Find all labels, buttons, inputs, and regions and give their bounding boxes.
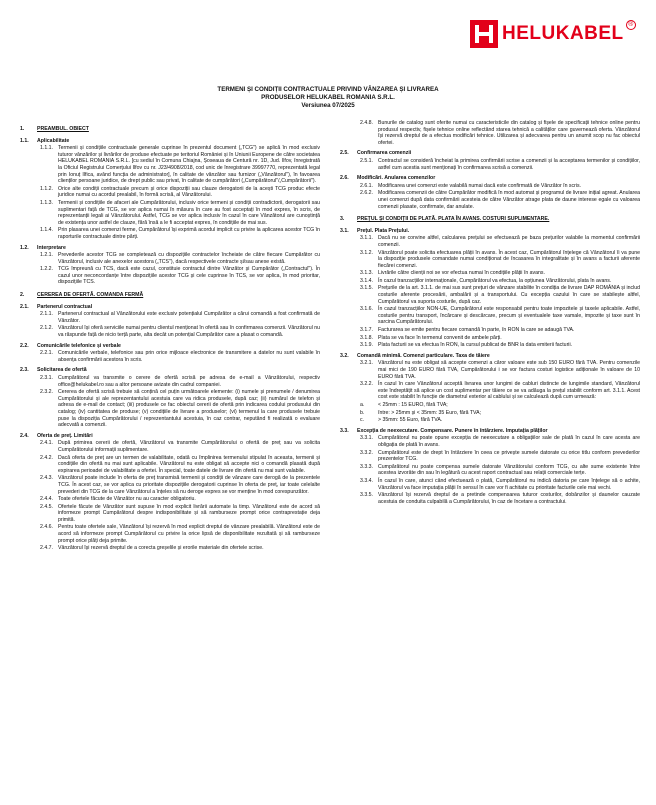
clause-text: În cazul tranzacțiilor NON-UE, Cumpărătorul este responsabil pentru toate impozitele și taxele aplicabile. Astfel, costurile pentru transport, încărcare și descărcare, precum și eventualele taxe vamale, impozite și taxe sunt în sarcina Cumpărătorului.: [378, 306, 640, 326]
clause: [340, 464, 640, 477]
clause: [20, 475, 320, 495]
subsection-heading: [340, 175, 640, 182]
clause-text: > 35mm: 55 Euro, fără TVA.: [378, 417, 443, 424]
clause: [20, 350, 320, 363]
clause-number: 2.4.4.: [40, 496, 53, 503]
clause-text: În cazul tranzacțiilor internaționale, Cumpărătorul va efectua, la opțiunea Vânzătorului, plata în avans.: [378, 277, 612, 284]
clause-number: 2.4.8.: [360, 120, 373, 126]
clause-number: 1.1.4.: [40, 227, 53, 234]
subsection-heading: [20, 138, 320, 145]
clause-number: 2.5.: [340, 150, 349, 157]
clause-number: 3.1.: [340, 227, 349, 234]
clause-number: 1.1.3.: [40, 199, 53, 206]
clause-text: Confirmarea comenzii: [357, 150, 412, 157]
clause-number: 3.1.5.: [360, 285, 373, 292]
title-line: TERMENI ȘI CONDIȚII CONTRACTUALE PRIVIND VÂNZAREA ȘI LIVRAREA: [217, 86, 439, 93]
clause: [340, 278, 640, 285]
clause-text: Bunurile de catalog sunt oferite numai cu caracteristicile din catalog și fișele de specificații tehnice online pentru produsul respectiv, fișele tehnice online reflectând starea tehnică a calităților care guvernează oferta. Vânzătorul își rezervă dreptul de a efectua modificări tehnice. Utilizarea și adecvarea pentru un anumit scop nu fac obiectul ofertei.: [378, 120, 640, 146]
clause-number: 3.1.7.: [360, 327, 373, 334]
clause-text: < 25mm : 15 EURO, fără TVA;: [378, 401, 448, 408]
clause-text: Plata facturii se va efectua în RON, la cursul publicat de BNR la data emiterii facturii.: [378, 342, 573, 349]
clause: [20, 524, 320, 544]
subsection-heading: [340, 150, 640, 157]
clause-text: Cererea de ofertă scrisă trebuie să conțină cel puțin următoarele elemente: (i) numele și prenumele / denumirea Cumpărătorului și ale reprezentantului acestuia care va ridica produsele, după caz; (ii) numărul de telefon și adresa de e-mail de contact; (iii) produsele ce fac obiectul cererii de ofertă prin indicarea codului produsului din catalog; (iv) cantitatea de produse; (v) condițiile de livrare a produselor; (vi) termenul la care produsele trebuie puse la dispoziția Cumpărătorului / reprezentantului acestuia, în caz contrar, neputând fi realizată o evaluare adecvată a comenzii.: [58, 389, 320, 429]
clause-text: Vânzătorul poate solicita efectuarea plății în avans. În acest caz, Cumpărătorul înțelege că Vânzătorul îi va pune la dispoziție produsele comandate numai condiționat de încasarea în integralitate și în avans a facturii aferente fiecărei comenzi.: [378, 249, 640, 269]
clause-text: PREȚUL ȘI CONDIȚII DE PLATĂ. PLATA ÎN AVANS. COSTURI SUPLIMENTARE.: [357, 216, 550, 223]
clause: [20, 389, 320, 429]
clause-number: 3.1.2.: [360, 249, 373, 256]
clause: [340, 306, 640, 326]
clause: [340, 492, 640, 505]
clause-text: Vânzătorul poate include în oferta de preț transmisă termenii și condiții de vânzare care derogă de la prezentele TCG. În acest caz, se vor aplica cu prioritate dispozițiile derogatorii cuprinse în oferta de preț, iar toate celelalte prevederi din TCG de la care Vânzătorul a înțeles să nu deroge expres se vor menține în mod corespunzător.: [58, 475, 320, 495]
right-column: [340, 120, 640, 506]
clause: [20, 496, 320, 503]
clause-text: Prin plasarea unei comenzi ferme, Cumpărătorul își exprimă acordul implicit cu privire la aplicarea acestor TCG în raporturile contractuale dintre părți.: [58, 227, 320, 240]
clause-number: 3.1.9.: [360, 342, 373, 349]
clause-number: 2.4.1.: [40, 440, 53, 447]
subsection-heading: [20, 433, 320, 440]
clause: [20, 325, 320, 338]
clause-text: Livrările către clienții noi se vor efectua numai în condițiile plății în avans.: [378, 270, 545, 277]
clause-text: În cazul în care, atunci când efectuează o plată, Cumpărătorul nu indică datoria pe care înțelege să o achite, Vânzătorul va face imputația plății în sensul în care vor fi achitate cu prioritate facturile cele mai vechi.: [378, 477, 640, 491]
clause-number: 1.1.: [20, 137, 29, 144]
clause-text: Ofertele făcute de Vânzător sunt supuse în mod explicit livrării automate la timp. Vânzătorul este de acord să informeze prompt Cumpărătorul despre indisponibilitate și să ramburseze prompt orice contraprestație deja primită.: [58, 503, 320, 523]
clause: [20, 455, 320, 475]
clause-text: Dacă nu se convine altfel, calcularea prețului se efectuează pe baza prețurilor valabile la momentul confirmării comenzii.: [378, 235, 640, 248]
clause-number: 3.1.4.: [360, 277, 373, 284]
clause-number: 3.2.1.: [360, 360, 373, 367]
clause-number: 2.1.1.: [40, 311, 53, 318]
clause-text: Modificarea comenzii de către Cumpărător modifică în mod automat și programul de livrare inițial agreat. Anularea unei comenzi după data confirmării acesteia de către Vânzător atrage plata de daune interese egale cu valoarea comenzii plasate, confirmate, dar anulate.: [378, 190, 640, 210]
clause: [340, 270, 640, 277]
clause: [340, 410, 640, 417]
clause-number: 2.4.5.: [40, 503, 53, 510]
clause: [20, 266, 320, 286]
clause: [340, 417, 640, 424]
clause-number: 2.1.: [20, 303, 29, 310]
subsection-heading: [20, 343, 320, 350]
clause-text: Cumpărătorul nu poate opune excepția de neexecutare a obligațiilor sale de plată în cazul în care acesta are obligația de plată în avans.: [378, 435, 640, 448]
clause-text: Modificări. Anularea comenzilor: [357, 175, 436, 182]
clause: [20, 145, 320, 185]
clause-text: PREAMBUL. OBIECT: [37, 126, 89, 132]
clause-number: 2.4.2.: [40, 454, 53, 461]
clause-number: 3.3.: [340, 427, 349, 434]
clause-text: Termenii și condițiile de afaceri ale Cumpărătorului, inclusiv orice termeni și condiții contradictorii, derogatorii sau suplimentari față de TCG, se vor aplica numai în măsura în care au fost acceptați în mod expres, în scris, de reprezentanții legali ai Vânzătorului. Astfel, TCG se vor aplica inclusiv în cazul în care Vânzătorul are cunoștință de existența unor astfel de clauze, fără însă a le fi acceptat expres, în condițiile de mai sus.: [58, 199, 320, 226]
subsection-heading: [340, 228, 640, 235]
clause: [20, 311, 320, 324]
clause: [340, 478, 640, 491]
clause-text: Termenii și condițiile contractuale generale cuprinse în prezentul document („TCG") se aplică în mod exclusiv tuturor vânzărilor și livrărilor de produse efectuate pe teritoriul României și în Uniunii Europene de către societatea HELUKABEL ROMANIA S.R.L. [cu sediul în Comuna Chiajna, Șoseaua de Centură nr. 1D, Jud. Ilfov, înregistrată la Oficiul Registrului Comerțului Ilfov cu nr. J23/4908/2018, cod unic de înregistrare 39997770, reprezentată legal prin Ionuț Ilfica, având funcția de administrator], în calitate de vânzător sau furnizor („Vânzătorul"), în favoarea clienților persoane juridice, de drept public sau privat, în calitate de cumpărători („Cumpărătorul"/„Cumpărătorii").: [58, 145, 320, 185]
title-version: Versiunea 07/2025: [301, 102, 355, 110]
clause: [340, 450, 640, 463]
clause-number: 1.2.1.: [40, 252, 53, 259]
clause-text: Cumpărătorul este de drept în întârziere în ceea ce privește sumele datorate cu orice titlu conform prevederilor prezentelor TCG.: [378, 449, 640, 463]
clause-text: Cumpărătorul nu poate compensa sumele datorate Vânzătorului conform TCG, cu alte sume existente între acestea izvorâte din sau în legătură cu acest raport contractual sau relații comerciale terțe.: [378, 463, 640, 477]
clause-number: 3.1.3.: [360, 270, 373, 277]
clause: [340, 402, 640, 409]
clause: [340, 250, 640, 270]
clause-text: Prețul. Plata Prețului.: [357, 227, 410, 234]
clause-text: Dacă oferta de preț are un termen de valabilitate, odată cu împlinirea termenului stipulat în aceasta, termenii și condițiile din ofertă nu mai sunt aplicabile. Vânzătorul nu este obligat să accepte nici o comandă plasată după expirarea perioadei de valabilitate a ofertei. În special, toate datele de livrare din ofertă nu mai sunt valabile.: [58, 454, 320, 474]
clause-text: Comandă minimă. Comenzi particulare. Taxa de tăiere: [357, 352, 490, 359]
subsection-heading: [20, 304, 320, 311]
clause-text: între: > 25mm și < 35mm: 35 Euro, fără TVA;: [378, 409, 482, 416]
left-column: [20, 120, 320, 553]
clause-number: 3.: [340, 216, 345, 223]
clause-text: Plata se va face în termenul convenit de ambele părți.: [378, 334, 502, 341]
clause: [340, 183, 640, 190]
section-heading: [340, 216, 640, 223]
clause-text: Partenerul contractual al Vânzătorului este exclusiv potențialul Cumpărător a cărui comandă a fost confirmată de Vânzător.: [58, 311, 320, 324]
clause-text: Solicitarea de ofertă: [37, 367, 87, 374]
clause-number: 3.2.: [340, 352, 349, 359]
clause-number: 2.4.6.: [40, 524, 53, 531]
clause-number: 3.1.6.: [360, 306, 373, 313]
clause-text: Comunicările verbale, telefonice sau prin orice mijloace electronice de transmitere a datelor nu sunt valabile în absența confirmării acestora în scris.: [58, 350, 320, 363]
clause-text: Contractul se consideră încheiat la primirea confirmării scrise a comenzii și la acceptarea termenilor și condițiilor, astfel cum acestia sunt menționați în confirmarea scrisă a comenzii.: [378, 157, 640, 171]
clause-number: 2.1.2.: [40, 325, 53, 332]
title-line: PRODUSELOR HELUKABEL ROMANIA S.R.L.: [261, 94, 395, 102]
clause-number: 2.3.2.: [40, 389, 53, 396]
clause: [340, 120, 640, 146]
clause-number: 2.3.: [20, 367, 29, 374]
document-title: [0, 86, 656, 111]
clause-text: În cazul în care Vânzătorul acceptă livrarea unor lungimi de cabluri distincte de lungimile standard, Vânzătorul este îndreptățit să aplice un cost suplimentar per tăiere ce se va adăuga la prețul stabilit conform art. 3.1.1. Acest cost este stabilit în funcție de diametrul exterior al cablului și se calculează după cum urmează:: [378, 381, 640, 401]
clause-text: Vânzătorul își rezervă dreptul de a corecta greșelile și erorile materiale din ofertele scrise.: [58, 545, 264, 552]
clause: [340, 360, 640, 380]
clause-text: Prețurile de la art. 3.1.1. de mai sus sunt prețuri de vânzare stabilite în condiția de livrare DAP ROMÂNIA și includ costurile aferente procesării, ambalării și a transportului. Cu excepția cazului în care se stabilește altfel, Cumpărătorul va suporta costurile, după caz.: [378, 285, 640, 305]
clause-number: 3.1.8.: [360, 334, 373, 341]
clause: [340, 235, 640, 248]
clause: [340, 158, 640, 171]
clause: [340, 327, 640, 334]
clause-text: Vânzătorul își oferă serviciile numai pentru clientul menționat în ofertă sau în confirmarea comenzii. Vânzătorul nu va răspunde față de nicio terță parte, alta decât un potențial Cumpărător care a plasat o comandă.: [58, 325, 320, 339]
helukabel-logo-icon: [470, 20, 498, 48]
clause-text: Facturarea se emite pentru fiecare comandă în parte, în RON la care se adaugă TVA.: [378, 327, 575, 334]
clause-text: Cumpărătorul va transmite o cerere de ofertă scrisă pe adresa de e-mail a Vânzătorului, respectiv office@helukabel.ro sau a altor persoane avizate din cadrul companiei.: [58, 375, 320, 388]
clause-number: 3.3.1.: [360, 435, 373, 442]
clause-number: 1.1.1.: [40, 145, 53, 152]
subsection-heading: [20, 367, 320, 374]
clause-text: Interpretare: [37, 244, 66, 251]
clause-text: Orice alte condiții contractuale precum și orice dispoziții sau clauze derogatorii de la acești TCG produc efecte juridice numai cu acordul prealabil, în formă scrisă, al Vânzătorului.: [58, 185, 320, 199]
clause-number: 2.4.7.: [40, 545, 53, 552]
clause: [340, 335, 640, 342]
clause: [340, 342, 640, 349]
clause-text: CEREREA DE OFERTĂ. COMANDA FERMĂ: [37, 292, 144, 299]
clause-text: Excepția de neexecutare. Compensare. Punere în întârziere. Imputația plăților: [357, 427, 548, 434]
clause-number: 2.4.: [20, 432, 29, 439]
clause-text: Vânzătorul își rezervă dreptul de a pretinde compensarea tuturor costurilor, dobânzilor și daunelor cauzate acestuia de conduita culpabilă a Cumpărătorului, în caz de încetare a contractului.: [378, 492, 640, 505]
clause-number: a.: [360, 401, 365, 408]
clause: [20, 504, 320, 524]
clause: [20, 375, 320, 388]
clause-number: 1.2.2.: [40, 266, 53, 273]
clause: [340, 285, 640, 305]
clause-number: 2.6.1.: [360, 182, 373, 189]
subsection-heading: [340, 428, 640, 435]
clause-number: 2.6.: [340, 175, 349, 182]
clause-number: 3.1.1.: [360, 235, 373, 242]
clause-number: 2.6.2.: [360, 190, 373, 197]
clause-number: 2.2.: [20, 342, 29, 349]
clause-number: 2.: [20, 292, 25, 299]
registered-mark: ®: [626, 20, 636, 30]
clause-number: 3.3.2.: [360, 449, 373, 456]
clause-number: 2.3.1.: [40, 375, 53, 381]
clause-text: Pentru toate ofertele sale, Vânzătorul își rezervă în mod explicit dreptul de vânzare prealabilă. Vânzătorul este de acord să informeze prompt Cumpărătorul cu privire la orice lipsă de disponibilitate rezultată și să ramburseze prompt orice plăți deja primite.: [58, 524, 320, 544]
subsection-heading: [340, 353, 640, 360]
clause-number: b.: [360, 409, 365, 416]
clause-number: 3.2.2.: [360, 381, 373, 388]
clause-text: Comunicările telefonice și verbale: [37, 342, 121, 349]
brand-logo: [470, 20, 636, 48]
section-heading: [20, 292, 320, 299]
clause-number: 3.3.5.: [360, 492, 373, 499]
section-heading: [20, 126, 320, 133]
subsection-heading: [20, 245, 320, 252]
clause-number: 1.2.: [20, 244, 29, 251]
clause-number: c.: [360, 417, 365, 424]
clause-text: Vânzătorul nu este obligat să accepte comenzi a căror valoare este sub 150 EURO fără TVA. Pentru comenzile mai mici de 190 EURO fără TVA, Cumpărătorului i se vor factura costuri logistice adiționale în valoare de 10 EURO fără TVA.: [378, 360, 640, 380]
clause: [20, 545, 320, 552]
clause: [20, 252, 320, 265]
clause: [20, 227, 320, 240]
clause-text: Partenerul contractual: [37, 303, 93, 310]
clause-text: TCG împreună cu TCS, dacă este cazul, constituie contractul dintre Vânzător și Cumpărător („Contractul"). În cazul unor neconcordanțe între dispozițiile acestor TCG și cele cuprinse în TCS, se vor aplica, în mod prioritar, dispozițiile TCS.: [58, 266, 320, 286]
clause-text: Prevederile acestor TCG se completează cu dispozițiile contractelor încheiate de către fiecare Cumpărător cu Vânzătorul, inclusiv ale anexelor acestora („TCS"), dacă respectivele contracte și/sau anexe există.: [58, 252, 320, 265]
brand-name: HELUKABEL: [502, 23, 624, 44]
clause-text: După primirea cererii de ofertă, Vânzătorul va transmite Cumpărătorului o ofertă de preț sau va solicita Cumpărătorului informații suplimentare.: [58, 440, 320, 453]
clause-number: 1.: [20, 126, 25, 132]
clause-number: 2.4.3.: [40, 475, 53, 482]
clause-text: Aplicabilitate: [37, 137, 70, 144]
clause-number: 3.3.3.: [360, 463, 373, 470]
clause-text: Oferta de preț. Limitări: [37, 432, 93, 439]
clause: [340, 435, 640, 448]
clause-text: Modificarea unei comenzi este valabilă numai dacă este confirmată de Vânzător în scris.: [378, 182, 581, 189]
clause: [20, 186, 320, 199]
clause: [340, 381, 640, 401]
clause-text: Toate ofertele făcute de Vânzător nu au caracter obligatoriu.: [58, 496, 196, 503]
clause-number: 1.1.2.: [40, 185, 53, 192]
clause-number: 2.2.1.: [40, 350, 53, 357]
clause: [20, 200, 320, 226]
clause: [20, 440, 320, 453]
clause-number: 2.5.1.: [360, 157, 373, 164]
clause: [340, 190, 640, 210]
clause-number: 3.3.4.: [360, 477, 373, 484]
